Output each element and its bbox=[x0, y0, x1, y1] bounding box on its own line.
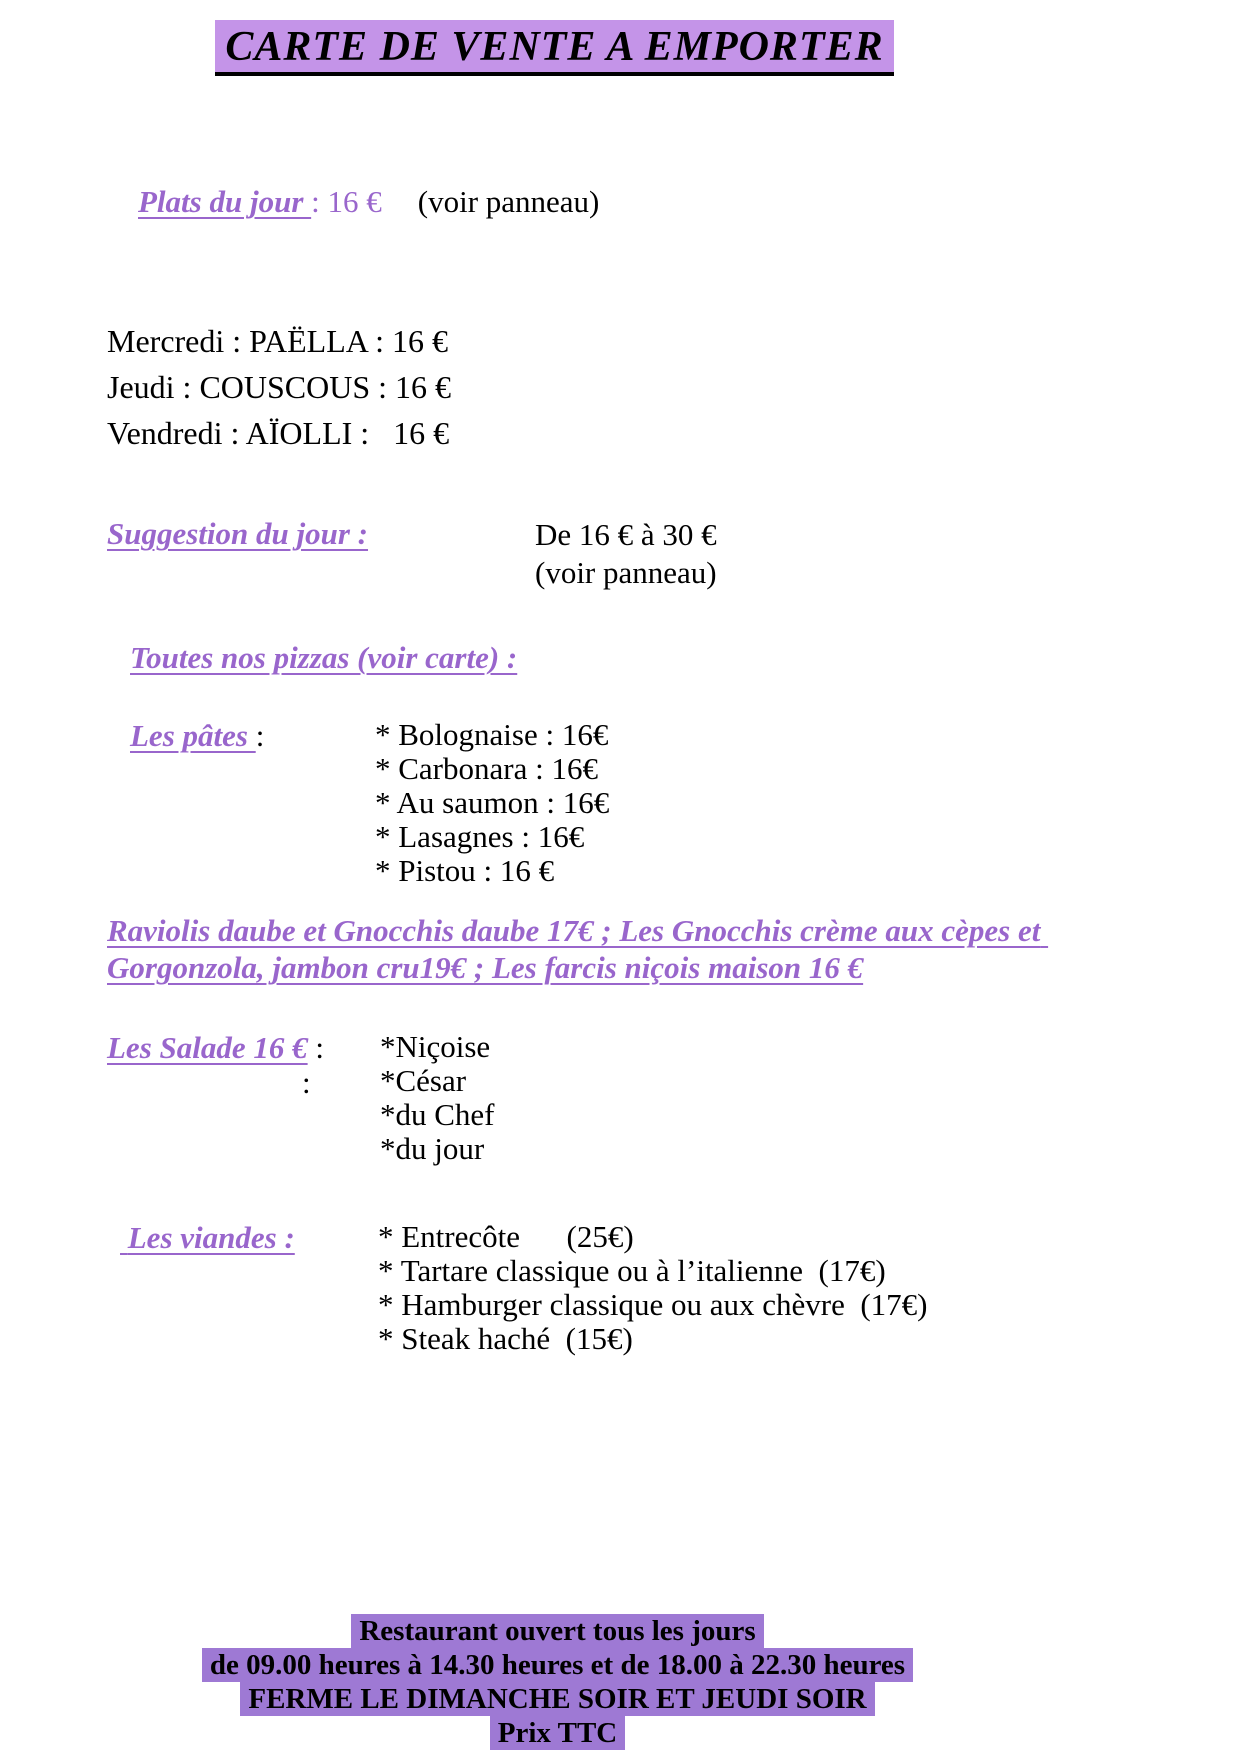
viandes-items bbox=[378, 1220, 928, 1356]
suggestion-section bbox=[107, 516, 1241, 592]
menu-item: * Hamburger classique ou aux chèvre (17€) bbox=[378, 1287, 928, 1322]
menu-item: * Entrecôte (25€) bbox=[378, 1219, 634, 1254]
daily-dishes-list bbox=[107, 318, 1241, 456]
footer-line-hours: de 09.00 heures à 14.30 heures et de 18.00 à 22.30 heures bbox=[202, 1648, 913, 1682]
suggestion-price-range: De 16 € à 30 € bbox=[535, 517, 717, 552]
menu-item: * Bolognaise : 16€ bbox=[375, 717, 609, 752]
page-title: CARTE DE VENTE A EMPORTER bbox=[215, 20, 893, 76]
footer-info-block bbox=[0, 1614, 1241, 1750]
salades-colon-2: : bbox=[302, 1065, 311, 1100]
viandes-heading: Les viandes : bbox=[120, 1220, 295, 1255]
menu-item: * Carbonara : 16€ bbox=[375, 751, 598, 786]
suggestion-note: (voir panneau) bbox=[535, 555, 717, 590]
pizzas-heading: Toutes nos pizzas (voir carte) : bbox=[130, 640, 518, 675]
title-section bbox=[0, 0, 1241, 76]
pizzas-line bbox=[130, 640, 1241, 676]
menu-item: * Au saumon : 16€ bbox=[375, 785, 610, 820]
menu-line-jeudi: Jeudi : COUSCOUS : 16 € bbox=[107, 369, 452, 405]
menu-item: * Pistou : 16 € bbox=[375, 853, 555, 888]
menu-line-mercredi: Mercredi : PAËLLA : 16 € bbox=[107, 323, 448, 359]
salades-colon: : bbox=[307, 1030, 324, 1065]
menu-item: * Lasagnes : 16€ bbox=[375, 819, 585, 854]
plats-du-jour-note: (voir panneau) bbox=[417, 184, 600, 219]
menu-item: *Niçoise bbox=[380, 1029, 491, 1064]
suggestion-heading: Suggestion du jour : bbox=[107, 516, 369, 551]
menu-item: * Tartare classique ou à l’italienne (17€) bbox=[378, 1253, 886, 1288]
menu-item: *du Chef bbox=[380, 1097, 495, 1132]
pates-heading: Les pâtes bbox=[130, 718, 256, 753]
salades-items bbox=[380, 1030, 495, 1166]
menu-line-vendredi: Vendredi : AÏOLLI : 16 € bbox=[107, 415, 450, 451]
footer-line-closed: FERME LE DIMANCHE SOIR ET JEUDI SOIR bbox=[240, 1682, 874, 1716]
plats-du-jour-line bbox=[107, 148, 1241, 256]
plats-du-jour-heading: Plats du jour bbox=[138, 184, 312, 219]
pates-items bbox=[375, 718, 609, 888]
footer-line-price-ttc: Prix TTC bbox=[490, 1716, 626, 1750]
plats-du-jour-price: : 16 € bbox=[311, 184, 382, 219]
viandes-section bbox=[120, 1220, 1241, 1356]
menu-item: * Steak haché (15€) bbox=[378, 1321, 633, 1356]
menu-item: *César bbox=[380, 1063, 467, 1098]
pates-section bbox=[130, 718, 1241, 888]
salades-heading: Les Salade 16 € bbox=[107, 1030, 308, 1065]
raviolis-paragraph bbox=[107, 912, 1132, 986]
footer-line-open-days: Restaurant ouvert tous les jours bbox=[351, 1614, 763, 1648]
menu-item: *du jour bbox=[380, 1131, 485, 1166]
pates-colon: : bbox=[255, 718, 265, 753]
raviolis-text: Raviolis daube et Gnocchis daube 17€ ; Les Gnocchis crème aux cèpes et Gorgonzola, jambon cru19€ ; Les farcis niçois maison 16 € bbox=[107, 913, 1049, 985]
salades-section bbox=[107, 1030, 1241, 1166]
